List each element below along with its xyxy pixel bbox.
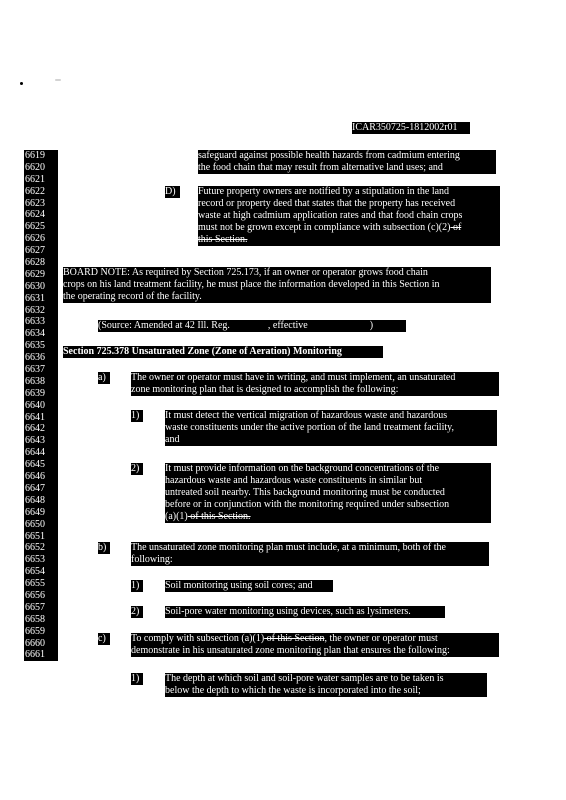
line-number: 6648: [25, 494, 45, 506]
safeguard-text-block: [198, 150, 496, 174]
text-segment: , the owner or operator must: [324, 633, 438, 644]
marker-text: D): [165, 186, 176, 197]
text-line: crops on his land treatment facility, he must place the information developed in this Section in: [63, 279, 440, 290]
line-number: 6621: [25, 173, 45, 185]
marker-text: c): [98, 633, 106, 644]
struck-text: of this Section: [264, 633, 325, 644]
line-number: 6626: [25, 233, 45, 245]
line-number: 6628: [25, 257, 45, 269]
text-line: before or in conjunction with the monitoring required under subsection: [165, 499, 450, 510]
text-line: Future property owners are notified by a stipulation in the land: [198, 186, 450, 197]
text-line: hazardous waste and hazardous waste constituents in similar but: [165, 475, 423, 486]
blank-space: [230, 321, 268, 330]
text-line: [131, 633, 499, 645]
struck-text: of this Section.: [187, 511, 251, 522]
marker-text: 1): [131, 673, 140, 684]
item-a2-marker: [131, 463, 143, 475]
struck-text: this Section.: [198, 234, 248, 245]
item-b-marker: [98, 542, 110, 554]
line-number: 6659: [25, 625, 45, 637]
marker-text: 1): [131, 580, 140, 591]
line-number: 6645: [25, 459, 45, 471]
text-segment: must not be grown except in compliance with subsection (c)(2): [198, 222, 451, 233]
text-segment: , effective: [267, 320, 308, 331]
item-b2-text-block: [165, 606, 445, 618]
line-number: 6642: [25, 423, 45, 435]
text-line: following:: [131, 554, 173, 565]
item-a-text-block: [131, 372, 499, 396]
text-segment: (Source: Amended at 42 Ill. Reg.: [98, 320, 230, 331]
line-number: 6634: [25, 328, 45, 340]
section-heading: [63, 346, 383, 358]
text-segment: To comply with subsection (a)(1): [131, 633, 265, 644]
text-line: The owner or operator must have in writing, and must implement, an unsaturated: [131, 372, 456, 383]
text-line: It must provide information on the background concentrations of the: [165, 463, 440, 474]
line-number: 6655: [25, 578, 45, 590]
item-d-marker: [165, 186, 180, 198]
line-number: 6629: [25, 268, 45, 280]
text-line: [198, 234, 500, 246]
line-number: 6640: [25, 399, 45, 411]
item-c1-text-block: [165, 673, 487, 697]
line-number: 6636: [25, 352, 45, 364]
text-line: BOARD NOTE: As required by Section 725.173, if an owner or operator grows food chain: [63, 267, 428, 278]
scan-dot-mark: [20, 82, 23, 85]
line-number: 6651: [25, 530, 45, 542]
text-line: [98, 320, 406, 332]
text-line: Section 725.378 Unsaturated Zone (Zone of Aeration) Monitoring: [63, 346, 342, 357]
marker-text: b): [98, 542, 107, 553]
line-number: 6637: [25, 364, 45, 376]
board-note-block: [63, 267, 491, 303]
marker-text: 2): [131, 606, 140, 617]
line-number: 6649: [25, 506, 45, 518]
marker-text: a): [98, 372, 106, 383]
line-number: 6658: [25, 613, 45, 625]
line-number: 6641: [25, 411, 45, 423]
line-number: 6623: [25, 197, 45, 209]
document-id: ICAR350725-1812002r01: [352, 122, 470, 134]
line-number: 6650: [25, 518, 45, 530]
text-line: safeguard against possible health hazards from cadmium entering: [198, 150, 460, 161]
item-c-text-block: [131, 633, 499, 657]
line-number: 6653: [25, 554, 45, 566]
text-line: and: [165, 434, 180, 445]
text-segment: ): [369, 320, 374, 331]
line-number: 6630: [25, 280, 45, 292]
line-number: 6644: [25, 447, 45, 459]
text-line: below the depth to which the waste is incorporated into the soil;: [165, 685, 421, 696]
item-c1-marker: [131, 673, 143, 685]
line-number: 6656: [25, 589, 45, 601]
source-note: [98, 320, 406, 332]
line-number: 6632: [25, 304, 45, 316]
text-line: untreated soil nearby. This background monitoring must be conducted: [165, 487, 445, 498]
item-b1-marker: [131, 580, 143, 592]
item-a-marker: [98, 372, 110, 384]
line-number: 6624: [25, 209, 45, 221]
text-line: demonstrate in his unsaturated zone monitoring plan that ensures the following:: [131, 645, 450, 656]
line-number: 6654: [25, 566, 45, 578]
line-number: 6627: [25, 245, 45, 257]
line-number-column: [24, 150, 58, 661]
line-number: 6620: [25, 161, 45, 173]
line-number: 6638: [25, 375, 45, 387]
line-number: 6639: [25, 387, 45, 399]
item-a2-text-block: [165, 463, 491, 523]
line-number: 6622: [25, 185, 45, 197]
line-number: 6619: [25, 150, 45, 161]
item-b-text-block: [131, 542, 489, 566]
line-number: 6625: [25, 221, 45, 233]
text-line: It must detect the vertical migration of hazardous waste and hazardous: [165, 410, 448, 421]
item-b2-marker: [131, 606, 143, 618]
line-number: 6646: [25, 471, 45, 483]
line-number: 6643: [25, 435, 45, 447]
text-line: Soil-pore water monitoring using devices, such as lysimeters.: [165, 606, 411, 617]
text-line: The unsaturated zone monitoring plan must include, at a minimum, both of the: [131, 542, 446, 553]
line-number: 6660: [25, 637, 45, 649]
text-line: the food chain that may result from alternative land uses; and: [198, 162, 443, 173]
line-number: 6657: [25, 601, 45, 613]
text-line: Soil monitoring using soil cores; and: [165, 580, 313, 591]
line-number: 6661: [25, 649, 45, 661]
text-line: the operating record of the facility.: [63, 291, 202, 302]
line-number: 6652: [25, 542, 45, 554]
line-number: 6647: [25, 482, 45, 494]
text-line: The depth at which soil and soil-pore water samples are to be taken is: [165, 673, 444, 684]
line-number: 6633: [25, 316, 45, 328]
blank-space: [308, 321, 370, 330]
item-c-marker: [98, 633, 110, 645]
line-number: 6631: [25, 292, 45, 304]
text-line: waste at high cadmium application rates and that food chain crops: [198, 210, 463, 221]
struck-text: of: [450, 222, 462, 233]
text-line: zone monitoring plan that is designed to accomplish the following:: [131, 384, 399, 395]
item-b1-text-block: [165, 580, 333, 592]
text-line: waste constituents under the active portion of the land treatment facility,: [165, 422, 454, 433]
text-line: record or property deed that states that the property has received: [198, 198, 456, 209]
line-number: 6635: [25, 340, 45, 352]
item-a1-text-block: [165, 410, 497, 446]
text-line: [165, 511, 491, 523]
marker-text: 1): [131, 410, 140, 421]
text-line: [198, 222, 500, 234]
item-d-text-block: [198, 186, 500, 246]
text-segment: (a)(1): [165, 511, 188, 522]
marker-text: 2): [131, 463, 140, 474]
item-a1-marker: [131, 410, 143, 422]
scan-faint-mark: [55, 79, 61, 81]
